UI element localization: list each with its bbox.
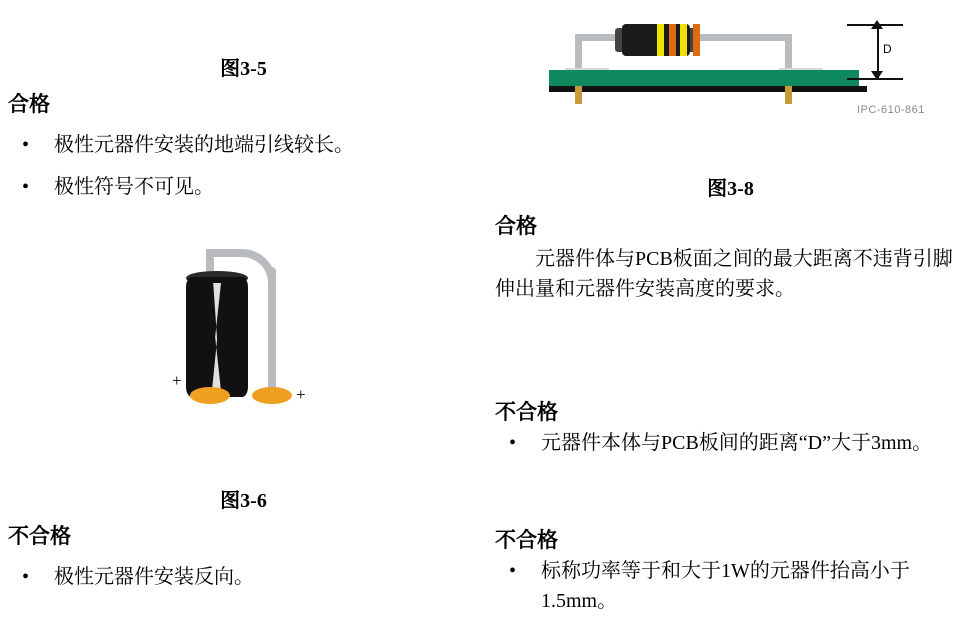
unacceptable-heading-right-1: 不合格 [495, 400, 558, 424]
figure-caption-3-8: 图3-8 [707, 178, 754, 200]
lead-protrusion [785, 86, 792, 104]
capacitor-illustration [150, 245, 350, 430]
acceptable-heading-left: 合格 [8, 92, 50, 116]
acceptable-bullet-list-left [8, 130, 478, 214]
list-item: • 标称功率等于和大于1W的元器件抬高小于1.5mm。 [495, 556, 973, 616]
solder-joint [252, 387, 292, 404]
acceptable-paragraph-right: 元器件体与PCB板面之间的最大距离不违背引脚伸出量和元器件安装高度的要求。 [495, 248, 953, 300]
plus-polarity-mark: + [172, 371, 182, 390]
plus-polarity-mark: + [296, 385, 306, 404]
figure-caption-3-6: 图3-6 [220, 490, 267, 512]
unacceptable-bullet-list-right-1 [495, 428, 973, 470]
list-item: • 极性符号不可见。 [8, 172, 478, 202]
source-credit: IPC-610-861 [857, 104, 925, 116]
dimension-arrow-down-icon [871, 71, 883, 80]
list-item: • 元器件本体与PCB板间的距离“D”大于3mm。 [495, 428, 973, 458]
pcb-board [549, 70, 859, 86]
pcb-resistor-illustration [517, 8, 947, 138]
unacceptable-bullet-list-right-2 [495, 556, 973, 628]
lead-protrusion [575, 86, 582, 104]
dimension-arrow-up-icon [871, 20, 883, 29]
acceptable-heading-right: 合格 [495, 214, 537, 238]
list-item: • 极性元器件安装反向。 [8, 562, 478, 592]
solder-joint [190, 387, 230, 404]
figure-caption-3-5: 图3-5 [220, 58, 267, 80]
unacceptable-heading-left: 不合格 [8, 524, 71, 548]
list-item: • 极性元器件安装的地端引线较长。 [8, 130, 478, 160]
resistor-color-band [693, 24, 700, 56]
pcb-board-edge [549, 86, 867, 92]
capacitor-lead-right [268, 267, 276, 395]
right-column [487, 0, 974, 641]
unacceptable-heading-right-2: 不合格 [495, 528, 558, 552]
resistor-color-band [657, 24, 664, 56]
unacceptable-bullet-list-left [8, 562, 478, 604]
resistor-color-band [680, 24, 687, 56]
resistor-color-band [669, 24, 676, 56]
resistor-lead-right [695, 34, 791, 41]
dimension-label-d: D [883, 42, 892, 56]
